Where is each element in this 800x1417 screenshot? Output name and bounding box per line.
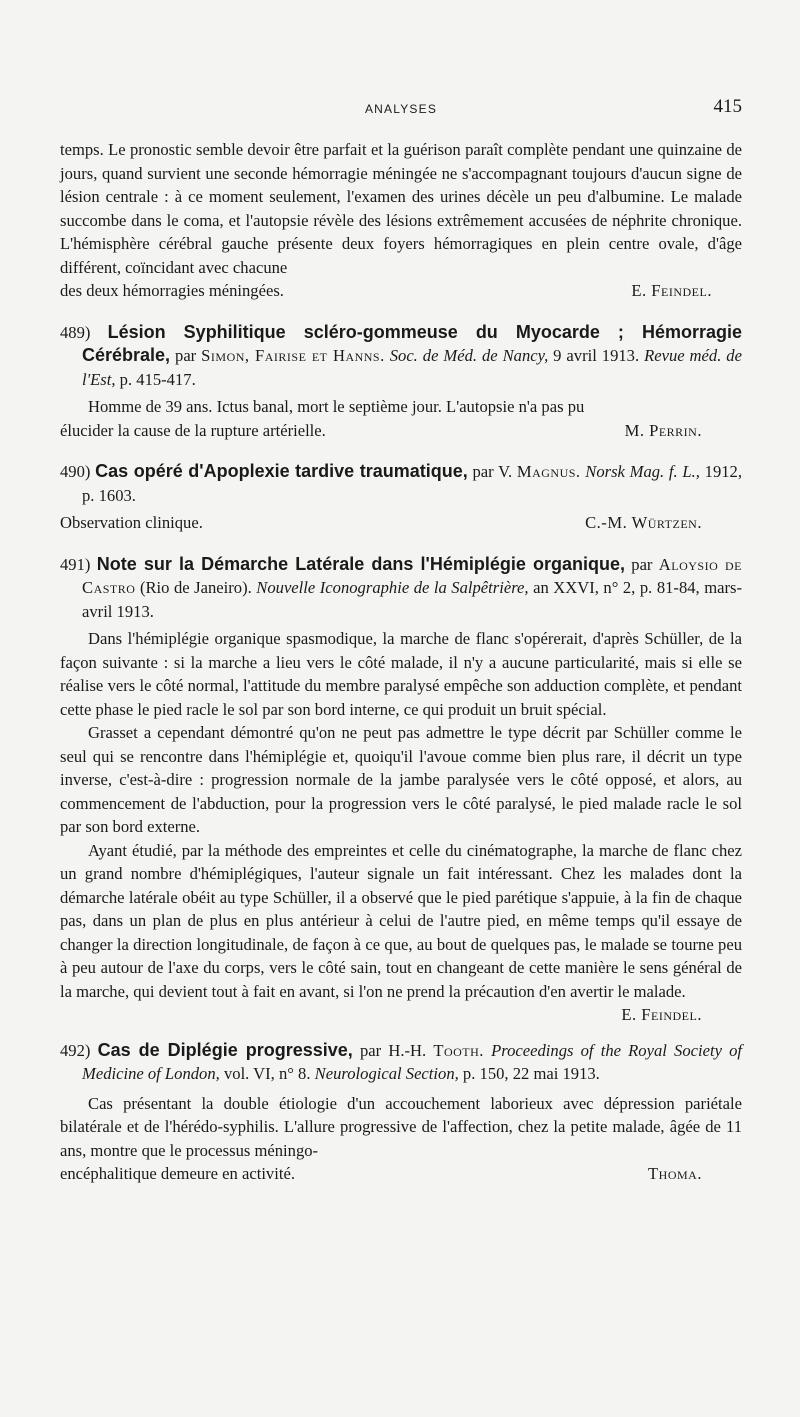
abstract-491-author: Aloysio de Castro: [82, 554, 742, 597]
abstract-491-closing-line: [60, 1003, 742, 1027]
abstract-489-closing-line: [60, 419, 742, 443]
abstract-489-date: 9 avril 1913.: [553, 346, 640, 365]
abstract-492-paragraph: Cas présentant la double étiologie d'un accouchement laborieux avec dépression pariétale bilatérale et de l'hérédo-syphilis. L'allure progressive de l'affection, chez la petite malade, âgée de 11 ans, montre que le processus méningo-: [60, 1093, 742, 1160]
abstract-489-authors: Simon, Fairise et Hanns.: [201, 346, 385, 365]
abstract-489-par: par: [175, 346, 197, 365]
abstract-492-par: par H.-H.: [359, 1040, 427, 1060]
abstract-492-signature: Thoma.: [648, 1164, 702, 1183]
abstract-489-journal: Soc. de Méd. de Nancy,: [389, 346, 549, 365]
abstract-491-title: Note sur la Démarche Latérale dans l'Hémiplégie organique,: [96, 553, 625, 574]
abstract-489-pages: p. 415-417.: [119, 369, 196, 389]
abstract-491-paragraph-3: Ayant étudié, par la méthode des empreintes et celle du cinématographe, la marche de flanc chez un grand nombre d'hémiplégiques, l'auteur signale un fait intéressant. Chez les malades dont la démarche latérale obéit au type Schüller, il a observé que le pied parétique s'appuie, à la fin de chaque pas, dans un plan de plus en plus antérieur à celui de l'autre pied, en même temps qu'il essaye de changer la direction longitudinale, de façon à ce que, au bout de quelques pas, le malade se tourne peu à peu autour de l'axe du corps, vers le côté sain, tout en changeant de cette manière le sens général de la marche, qui devient tout à fait en avant, si l'on ne prend la précaution d'en avertir le malade.: [60, 840, 742, 1001]
abstract-491-journal: Nouvelle Iconographie de la Salpêtrière,: [256, 578, 529, 597]
abstract-490-number: 490): [60, 462, 91, 481]
abstract-492-author: Tooth.: [433, 1040, 484, 1060]
abstract-491: [60, 553, 742, 1027]
abstract-491-place: (Rio de Janeiro).: [139, 578, 252, 597]
abstract-490-par: par V.: [472, 462, 513, 481]
abstract-491-details: an XXVI, n° 2, p. 81-84, mars-avril 1913.: [82, 578, 742, 621]
abstract-489-heading: [60, 321, 742, 392]
abstract-491-paragraph-1: Dans l'hémiplégie organique spasmodique, la marche de flanc s'opérerait, d'après Schüller, de la façon suivante : si la marche a lieu vers le côté malade, il n'y a aucune particularité, mais si elle se réalise vers le côté normal, l'attitude du membre paralysé empêche son adduction complète, et pendant cette phase le pied racle le sol par son bord interne, ce qui produit un bruit spécial.: [60, 629, 742, 719]
abstract-490-journal: Norsk Mag. f. L.,: [585, 462, 700, 481]
page-number: 415: [713, 96, 742, 117]
abstract-490-signature: C.-M. Würtzen.: [585, 513, 702, 532]
abstract-490-title: Cas opéré d'Apoplexie tardive traumatique,: [95, 461, 468, 481]
abstract-490-closing-line: [60, 511, 742, 535]
abstract-492-closing-line: [60, 1162, 742, 1186]
abstract-491-signature: E. Feindel.: [621, 1005, 702, 1024]
abstract-491-heading: [60, 553, 742, 624]
abstract-492-vol: vol. VI, n° 8.: [223, 1064, 311, 1083]
abstract-490-details: 1912, p. 1603.: [82, 462, 742, 505]
prev-closing-line: [60, 279, 742, 303]
abstract-490: [60, 460, 742, 535]
abstract-489-number: 489): [60, 322, 91, 342]
prev-last-line: des deux hémorragies méningées.: [60, 281, 284, 300]
abstract-491-par: par: [631, 554, 653, 574]
page-content: [60, 138, 742, 1186]
abstract-492-details: p. 150, 22 mai 1913.: [462, 1064, 600, 1083]
abstract-492: [60, 1039, 742, 1186]
running-head: [60, 96, 742, 120]
abstract-490-author: Magnus.: [516, 462, 581, 481]
abstract-492-journal: Proceedings of the Royal Society of Medicine of London,: [82, 1040, 743, 1083]
abstract-491-number: 491): [60, 554, 91, 574]
prev-abstract: [60, 138, 742, 303]
running-title: ANALYSES: [364, 102, 438, 116]
prev-paragraph: temps. Le pronostic semble devoir être parfait et la guérison paraît complète pendant une quinzaine de jours, quand survient une seconde hémorragie méningée ne s'accompagnant toujours d'aucun signe de lésion centrale : à ce moment seulement, l'examen des urines décèle un peu d'albumine. Le malade succombe dans le coma, et l'autopsie révèle des lésions extrêmement accusées de néphrite chronique. L'hémisphère cérébral gauche présente deux foyers hémorragiques en plein centre ovale, d'âge différent, coïncidant avec chacune: [60, 140, 742, 277]
abstract-492-title: Cas de Diplégie progressive,: [97, 1039, 353, 1060]
abstract-489: [60, 321, 742, 443]
abstract-490-heading: [60, 460, 742, 507]
abstract-492-section: Neurological Section,: [314, 1064, 459, 1083]
abstract-491-paragraph-2: Grasset a cependant démontré qu'on ne peut pas admettre le type décrit par Schüller comme le seul qui se rencontre dans l'hémiplégie et, quoiqu'il l'avoue comme bien plus rare, il décrit un type inverse, c'est-à-dire : progression normale de la jambe paralysée vers le côté opposé, et alors, au commencement de l'abduction, pour la progression vers le côté paralysé, le pied malade racle le sol par son bord externe.: [60, 723, 742, 836]
prev-signature: E. Feindel.: [631, 281, 712, 300]
abstract-492-last-line: encéphalitique demeure en activité.: [60, 1164, 295, 1183]
abstract-489-signature: M. Perrin.: [624, 420, 702, 440]
abstract-492-number: 492): [60, 1040, 91, 1060]
abstract-489-text: Homme de 39 ans. Ictus banal, mort le septième jour. L'autopsie n'a pas pu: [88, 397, 585, 416]
abstract-490-text: Observation clinique.: [60, 513, 203, 532]
abstract-489-title: Lésion Syphilitique scléro-gommeuse du Myocarde ; Hémorragie Cérébrale,: [82, 321, 742, 365]
abstract-492-heading: [60, 1039, 742, 1086]
abstract-489-last-line: élucider la cause de la rupture artérielle.: [60, 420, 326, 440]
abstract-489-journal2: Revue méd. de l'Est,: [82, 346, 742, 389]
